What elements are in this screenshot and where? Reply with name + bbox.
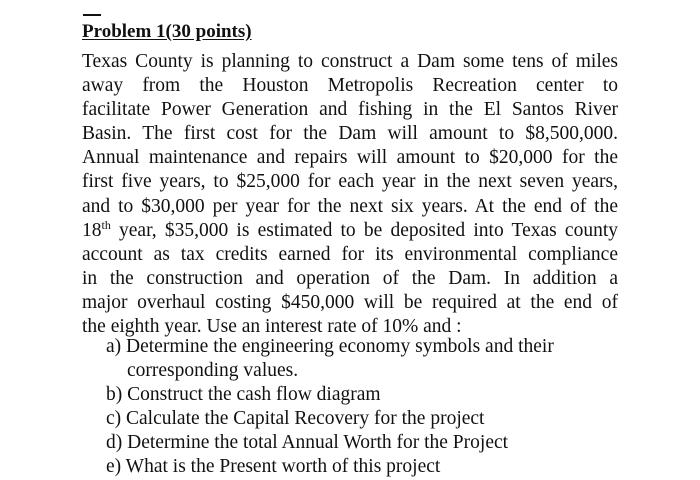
statement-line [82,219,618,243]
statement-line: Basin. The first cost for the Dam will amount to $8,500,000. [82,123,618,145]
statement-line: Texas County is planning to construct a Dam some tens of miles [82,51,618,72]
statement-line: account as tax credits earned for its environmental compliance [82,243,618,265]
statement-line-text: year, $35,000 is estimated to be deposited into Texas county [110,219,618,241]
statement-line: major overhaul costing $450,000 will be required at the end of [82,291,618,313]
year-number: 18 [82,219,102,241]
question-a-continuation: corresponding values. [127,360,299,382]
question-b: b) Construct the cash flow diagram [106,384,381,406]
question-c: c) Calculate the Capital Recovery for the project [106,408,485,430]
statement-line: and to $30,000 per year for the next six years. At the end of the [82,195,618,217]
statement-line: in the construction and operation of the Dam. In addition a [82,267,618,289]
question-a: a) Determine the engineering economy symbols and their [106,336,554,357]
question-e: e) What is the Present worth of this project [106,456,441,478]
problem-statement [82,50,618,339]
question-list [106,335,666,480]
problem-title: Problem 1(30 points) [82,21,252,42]
statement-line: facilitate Power Generation and fishing in the El Santos River [82,99,618,121]
question-d: d) Determine the total Annual Worth for the Project [106,432,509,454]
ordinal-suffix: th [101,217,111,232]
statement-line: Annual maintenance and repairs will amount to $20,000 for the [82,147,618,169]
statement-line: first five years, to $25,000 for each year in the next seven years, [82,171,618,193]
top-rule-mark [83,14,101,16]
statement-line: away from the Houston Metropolis Recreation center to [82,75,618,97]
statement-line: the eighth year. Use an interest rate of 10% and : [82,316,462,338]
